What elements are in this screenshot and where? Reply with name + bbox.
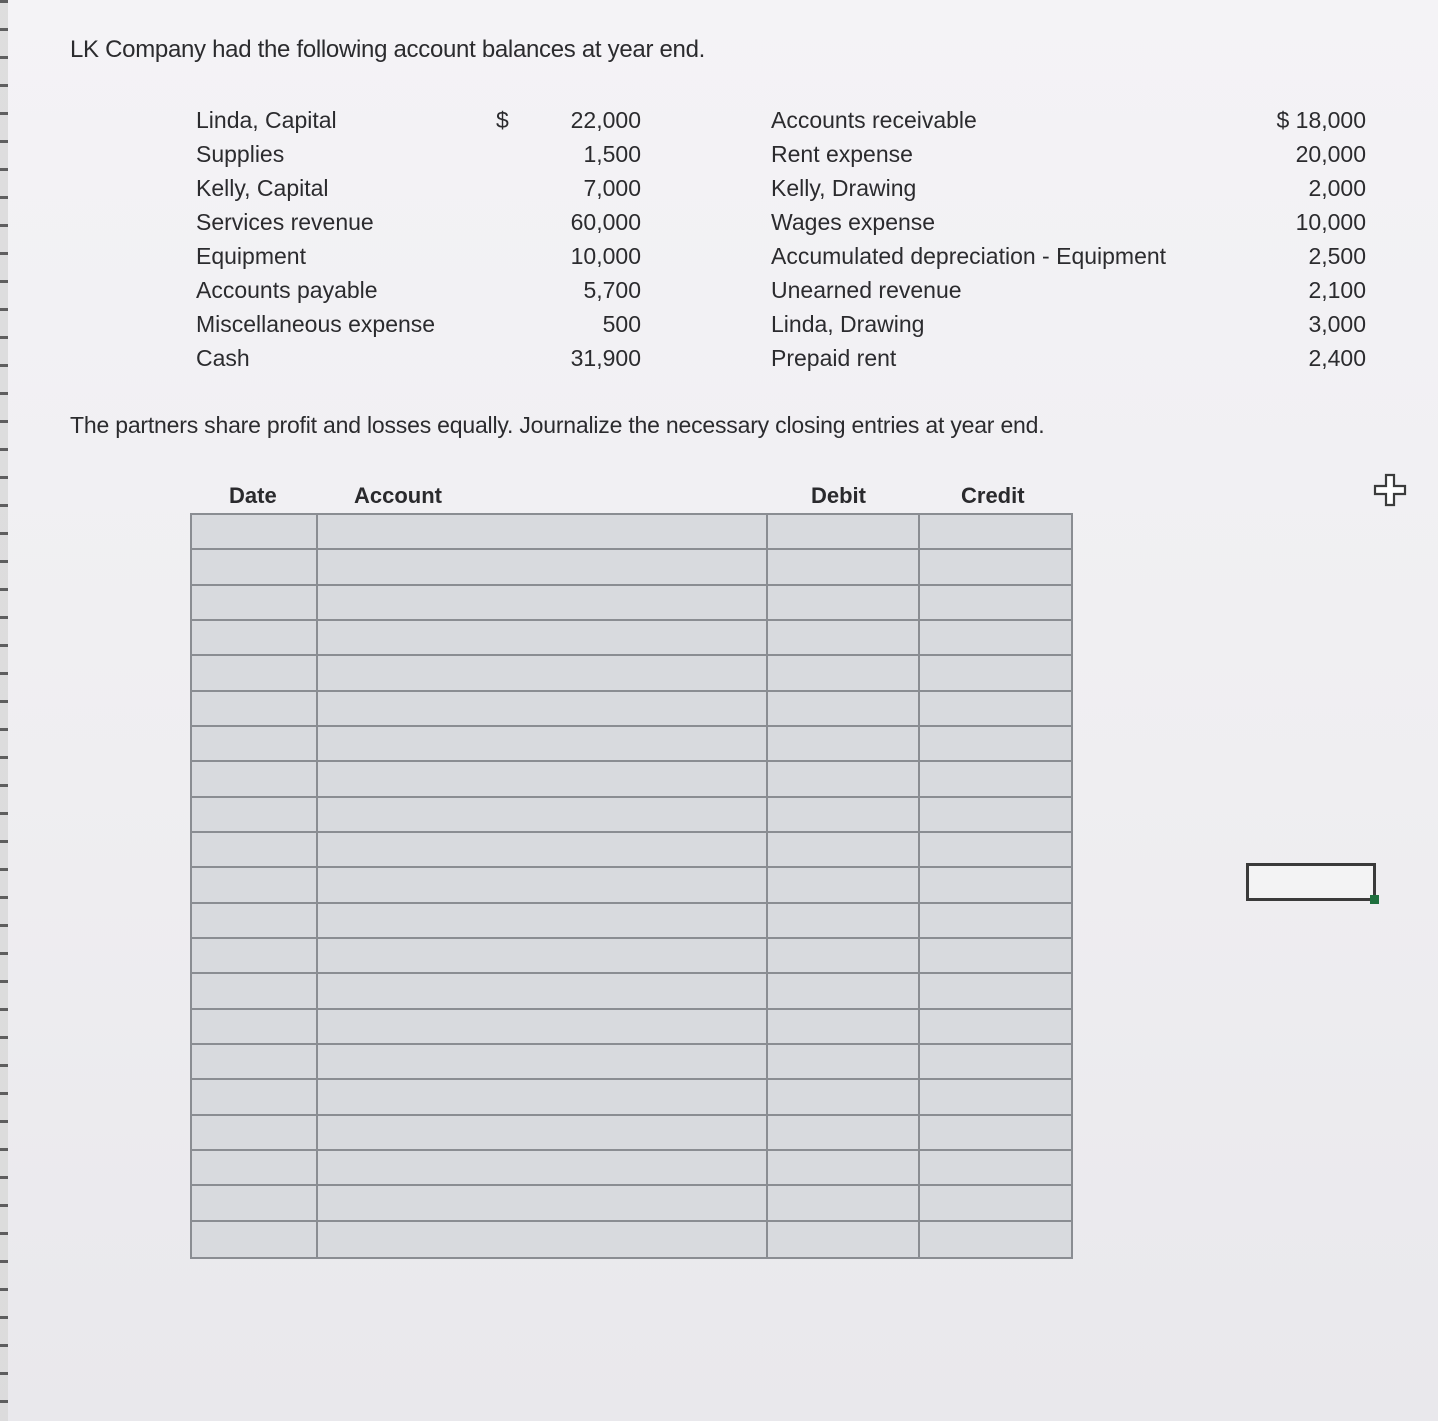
currency-symbol: $ — [496, 107, 509, 133]
account-cell[interactable] — [318, 974, 768, 1009]
date-column-header: Date — [229, 483, 277, 508]
balance-label: Supplies — [196, 141, 285, 167]
balance-row — [196, 205, 641, 239]
balance-label: Prepaid rent — [771, 345, 897, 371]
balance-value: 5,700 — [583, 277, 641, 303]
balance-label: Kelly, Drawing — [771, 175, 917, 201]
screen-edge — [0, 0, 8, 1421]
credit-cell[interactable] — [920, 798, 1071, 833]
credit-cell[interactable] — [920, 1186, 1071, 1221]
date-cell[interactable] — [192, 727, 318, 762]
credit-cell[interactable] — [920, 515, 1071, 550]
selected-cell[interactable] — [1246, 863, 1376, 901]
date-cell[interactable] — [192, 974, 318, 1009]
balance-label: Wages expense — [771, 209, 936, 235]
date-cell[interactable] — [192, 550, 318, 585]
balance-label: Accounts receivable — [771, 107, 977, 133]
account-cell[interactable] — [318, 1186, 768, 1221]
account-cell[interactable] — [318, 727, 768, 762]
credit-cell[interactable] — [920, 621, 1071, 656]
balance-row — [771, 341, 1366, 375]
balance-label: Linda, Capital — [196, 107, 337, 133]
debit-column-header: Debit — [811, 483, 866, 508]
balance-value: 500 — [602, 311, 641, 337]
balance-row — [196, 171, 641, 205]
plus-icon[interactable] — [1372, 472, 1408, 508]
date-cell[interactable] — [192, 1080, 318, 1115]
balance-row — [771, 239, 1366, 273]
credit-cell[interactable] — [920, 762, 1071, 797]
account-cell[interactable] — [318, 1010, 768, 1045]
debit-cell[interactable] — [768, 621, 920, 656]
credit-cell[interactable] — [920, 1151, 1071, 1186]
debit-cell[interactable] — [768, 727, 920, 762]
debit-cell[interactable] — [768, 1080, 920, 1115]
date-cell[interactable] — [192, 1222, 318, 1257]
balance-label: Miscellaneous expense — [196, 311, 436, 337]
date-cell[interactable] — [192, 1151, 318, 1186]
account-cell[interactable] — [318, 868, 768, 903]
date-cell[interactable] — [192, 939, 318, 974]
debit-cell[interactable] — [768, 515, 920, 550]
account-cell[interactable] — [318, 692, 768, 727]
debit-cell[interactable] — [768, 974, 920, 1009]
intro-text: LK Company had the following account balances at year end. — [70, 36, 706, 63]
credit-cell[interactable] — [920, 1045, 1071, 1080]
balance-row — [196, 341, 641, 375]
balances-right-list — [771, 103, 1366, 375]
debit-cell[interactable] — [768, 762, 920, 797]
debit-cell[interactable] — [768, 868, 920, 903]
balance-label: Cash — [196, 345, 250, 371]
balance-row — [771, 171, 1366, 205]
debit-cell[interactable] — [768, 1116, 920, 1151]
balance-value: 10,000 — [570, 243, 641, 269]
credit-cell[interactable] — [920, 868, 1071, 903]
date-cell[interactable] — [192, 762, 318, 797]
credit-cell[interactable] — [920, 656, 1071, 691]
balance-row — [771, 103, 1366, 137]
balance-value: 7,000 — [583, 175, 641, 201]
balance-value: 2,400 — [1308, 345, 1366, 371]
credit-cell[interactable] — [920, 939, 1071, 974]
balance-label: Kelly, Capital — [196, 175, 329, 201]
debit-cell[interactable] — [768, 550, 920, 585]
balance-value: 2,000 — [1308, 175, 1366, 201]
debit-cell[interactable] — [768, 939, 920, 974]
account-cell[interactable] — [318, 1151, 768, 1186]
date-cell[interactable] — [192, 798, 318, 833]
balance-row — [196, 239, 641, 273]
account-cell[interactable] — [318, 1080, 768, 1115]
balance-value: 3,000 — [1308, 311, 1366, 337]
balance-row — [196, 307, 641, 341]
credit-cell[interactable] — [920, 1080, 1071, 1115]
credit-cell[interactable] — [920, 727, 1071, 762]
balance-row — [196, 273, 641, 307]
balance-row — [771, 273, 1366, 307]
date-cell[interactable] — [192, 1116, 318, 1151]
account-cell[interactable] — [318, 621, 768, 656]
credit-cell[interactable] — [920, 974, 1071, 1009]
debit-cell[interactable] — [768, 1222, 920, 1257]
account-cell[interactable] — [318, 586, 768, 621]
date-cell[interactable] — [192, 621, 318, 656]
account-cell[interactable] — [318, 1045, 768, 1080]
debit-cell[interactable] — [768, 1045, 920, 1080]
date-cell[interactable] — [192, 586, 318, 621]
balance-value: 2,500 — [1308, 243, 1366, 269]
debit-cell[interactable] — [768, 798, 920, 833]
account-cell[interactable] — [318, 762, 768, 797]
balance-value: 2,100 — [1308, 277, 1366, 303]
credit-cell[interactable] — [920, 1222, 1071, 1257]
date-cell[interactable] — [192, 904, 318, 939]
balance-value: 31,900 — [570, 345, 641, 371]
balance-row — [771, 307, 1366, 341]
date-cell[interactable] — [192, 868, 318, 903]
debit-cell[interactable] — [768, 904, 920, 939]
account-cell[interactable] — [318, 1116, 768, 1151]
fill-handle[interactable] — [1370, 895, 1379, 904]
date-cell[interactable] — [192, 1010, 318, 1045]
balances-left-list — [196, 103, 641, 375]
balance-label: Rent expense — [771, 141, 913, 167]
balance-value: $ 18,000 — [1276, 107, 1366, 133]
account-cell[interactable] — [318, 798, 768, 833]
balance-label: Linda, Drawing — [771, 311, 925, 337]
account-cell[interactable] — [318, 550, 768, 585]
instruction-text: The partners share profit and losses equally. Journalize the necessary closing entries at year end. — [70, 412, 1045, 438]
account-column-header: Account — [354, 483, 442, 508]
credit-column-header: Credit — [961, 483, 1025, 508]
balance-label: Services revenue — [196, 209, 374, 235]
debit-cell[interactable] — [768, 656, 920, 691]
credit-cell[interactable] — [920, 550, 1071, 585]
balance-label: Unearned revenue — [771, 277, 962, 303]
balance-row — [771, 137, 1366, 171]
credit-cell[interactable] — [920, 1116, 1071, 1151]
account-cell[interactable] — [318, 656, 768, 691]
date-cell[interactable] — [192, 656, 318, 691]
credit-cell[interactable] — [920, 1010, 1071, 1045]
debit-cell[interactable] — [768, 692, 920, 727]
date-cell[interactable] — [192, 515, 318, 550]
balance-label: Equipment — [196, 243, 306, 269]
balance-label: Accumulated depreciation - Equipment — [771, 243, 1167, 269]
credit-cell[interactable] — [920, 904, 1071, 939]
balance-value: 10,000 — [1295, 209, 1366, 235]
debit-cell[interactable] — [768, 1151, 920, 1186]
balance-row — [196, 103, 641, 137]
balance-value: 20,000 — [1295, 141, 1366, 167]
balance-row — [771, 205, 1366, 239]
debit-cell[interactable] — [768, 1186, 920, 1221]
balance-value: 1,500 — [583, 141, 641, 167]
account-cell[interactable] — [318, 515, 768, 550]
date-cell[interactable] — [192, 1186, 318, 1221]
journal-entry-table — [190, 513, 1073, 1259]
date-cell[interactable] — [192, 692, 318, 727]
balance-label: Accounts payable — [196, 277, 378, 303]
account-cell[interactable] — [318, 1222, 768, 1257]
balance-value: 22,000 — [570, 107, 641, 133]
date-cell[interactable] — [192, 1045, 318, 1080]
debit-cell[interactable] — [768, 833, 920, 868]
date-cell[interactable] — [192, 833, 318, 868]
credit-cell[interactable] — [920, 586, 1071, 621]
account-cell[interactable] — [318, 904, 768, 939]
balance-row — [196, 137, 641, 171]
account-cell[interactable] — [318, 939, 768, 974]
debit-cell[interactable] — [768, 586, 920, 621]
debit-cell[interactable] — [768, 1010, 920, 1045]
balance-value: 60,000 — [570, 209, 641, 235]
credit-cell[interactable] — [920, 833, 1071, 868]
credit-cell[interactable] — [920, 692, 1071, 727]
account-cell[interactable] — [318, 833, 768, 868]
